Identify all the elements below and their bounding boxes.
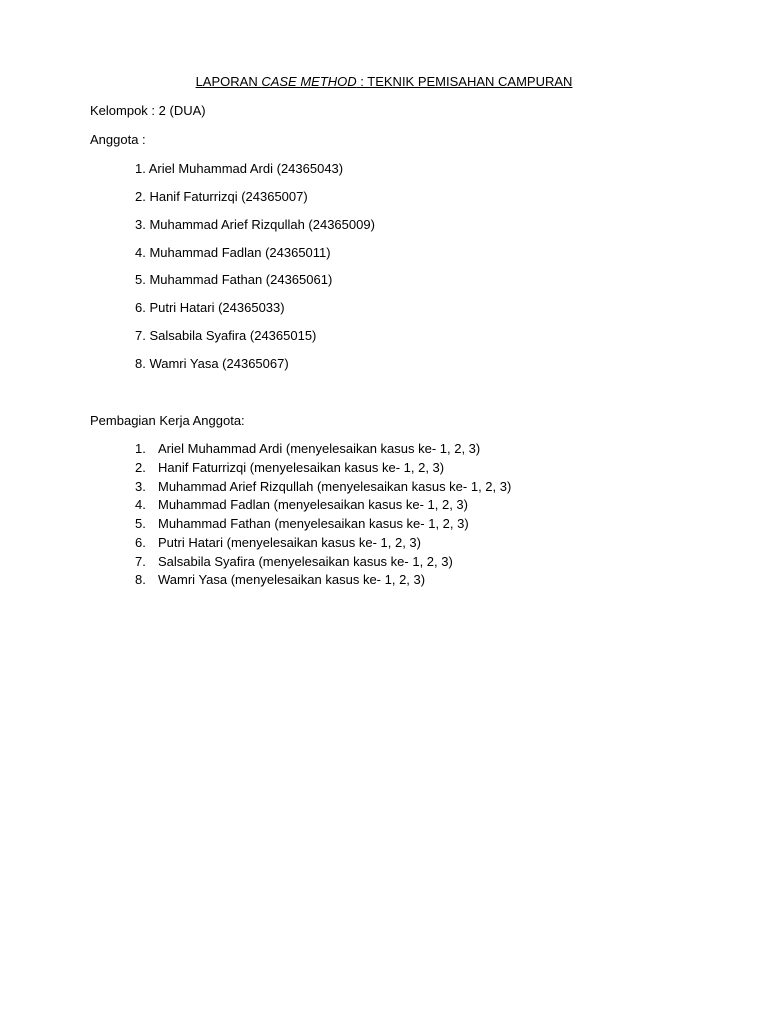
task-item [135,554,453,570]
member-item: 6. Putri Hatari (24365033) [135,300,285,315]
task-text: Muhammad Arief Rizqullah (menyelesaikan kasus ke- 1, 2, 3) [158,479,512,494]
group-line: Kelompok : 2 (DUA) [90,103,206,118]
task-text: Putri Hatari (menyelesaikan kasus ke- 1, 2, 3) [158,535,421,550]
task-number: 4. [135,497,146,512]
task-text: Muhammad Fadlan (menyelesaikan kasus ke- 1, 2, 3) [158,497,468,512]
task-item [135,572,425,588]
task-item [135,479,511,495]
task-number: 1. [135,441,146,456]
task-number: 5. [135,516,146,531]
title-suffix: : TEKNIK PEMISAHAN CAMPURAN [356,74,573,89]
member-item: 2. Hanif Faturrizqi (24365007) [135,189,308,204]
task-number: 3. [135,479,146,494]
title-prefix: LAPORAN [195,74,262,89]
task-text: Wamri Yasa (menyelesaikan kasus ke- 1, 2, 3) [158,572,426,587]
task-number: 7. [135,554,146,569]
task-text: Salsabila Syafira (menyelesaikan kasus ke- 1, 2, 3) [158,554,453,569]
task-number: 2. [135,460,146,475]
member-item: 5. Muhammad Fathan (24365061) [135,272,333,287]
member-item: 3. Muhammad Arief Rizqullah (24365009) [135,217,375,232]
task-item [135,535,421,551]
task-item [135,460,444,476]
document-title [0,74,768,90]
member-item: 4. Muhammad Fadlan (24365011) [135,245,331,260]
title-italic: CASE METHOD [261,74,357,89]
members-heading: Anggota : [90,132,146,147]
task-item [135,516,469,532]
task-item [135,497,468,513]
task-text: Ariel Muhammad Ardi (menyelesaikan kasus ke- 1, 2, 3) [158,441,481,456]
member-item: 7. Salsabila Syafira (24365015) [135,328,317,343]
task-number: 6. [135,535,146,550]
member-item: 1. Ariel Muhammad Ardi (24365043) [135,161,344,176]
task-number: 8. [135,572,146,587]
member-item: 8. Wamri Yasa (24365067) [135,356,289,371]
task-item [135,441,480,457]
task-text: Hanif Faturrizqi (menyelesaikan kasus ke- 1, 2, 3) [158,460,445,475]
task-text: Muhammad Fathan (menyelesaikan kasus ke- 1, 2, 3) [158,516,469,531]
tasks-heading: Pembagian Kerja Anggota: [90,413,245,428]
